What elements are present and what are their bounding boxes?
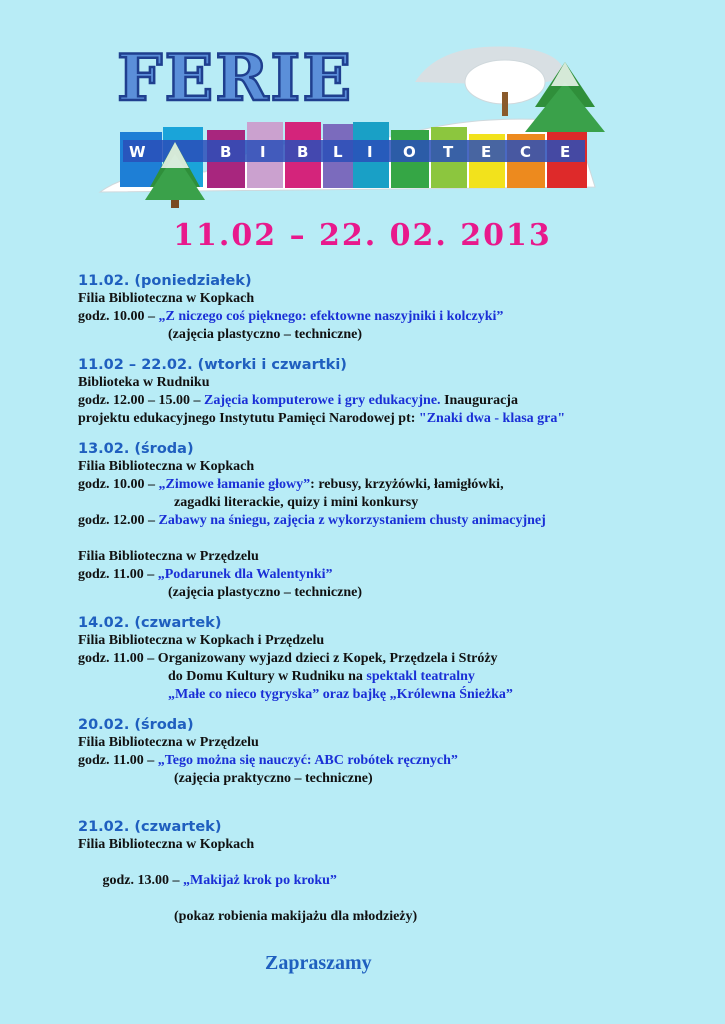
event-block (78, 356, 698, 428)
event-block (78, 272, 698, 344)
event-time-line (78, 650, 698, 668)
subtitle-letter: B (220, 143, 232, 161)
event-time: godz. 10.00 – (78, 477, 159, 492)
event-time: godz. 11.00 – (78, 753, 158, 768)
event-note: (zajęcia praktyczno – techniczne) (174, 771, 373, 786)
event-time-line (78, 566, 698, 584)
event-time: godz. 13.00 – (99, 873, 183, 888)
event-text: Inauguracja (440, 393, 518, 408)
subtitle-letter: T (443, 143, 454, 161)
event-time-line (78, 512, 698, 530)
event-time-line (78, 392, 698, 410)
event-time-line (78, 752, 698, 770)
event-text: do Domu Kultury w Rudniku na (168, 669, 367, 684)
event-block (78, 440, 698, 530)
letters-band (123, 140, 585, 162)
event-day: 11.02. (poniedziałek) (78, 273, 252, 289)
event-title: Zabawy na śniegu, zajęcia z wykorzystaniem chusty animacyjnej (158, 513, 546, 528)
event-place: Filia Biblioteczna w Kopkach (78, 837, 255, 852)
event-note: (zajęcia plastyczno – techniczne) (168, 327, 362, 342)
event-block (78, 716, 698, 788)
event-title: „Makijaż krok po kroku” (183, 873, 337, 888)
subtitle-letter: E (560, 143, 571, 161)
event-place: Filia Biblioteczna w Kopkach (78, 459, 255, 474)
event-block (78, 548, 698, 602)
subtitle-letter: L (333, 143, 343, 161)
event-note: (pokaz robienia makijażu dla młodzieży) (174, 909, 418, 924)
subtitle-letter: C (520, 143, 532, 161)
event-block (78, 614, 698, 704)
event-title: „Zimowe łamanie głowy” (158, 477, 311, 492)
event-place: Filia Biblioteczna w Przędzelu (78, 549, 259, 564)
event-line2 (78, 668, 698, 686)
event-day: 11.02 – 22.02. (wtorki i czwartki) (78, 357, 347, 373)
event-time-line (78, 476, 698, 494)
event-time: godz. 11.00 – (78, 567, 158, 582)
event-time: godz. 11.00 – (78, 651, 158, 666)
event-block (78, 818, 698, 926)
event-day: 14.02. (czwartek) (78, 615, 222, 631)
event-title: „Z niczego coś pięknego: efektowne naszyjniki i kolczyki” (158, 309, 504, 324)
event-title: spektakl teatralny (366, 669, 475, 684)
subtitle-letter: B (297, 143, 309, 161)
ferie-logo (95, 22, 640, 212)
event-time: godz. 12.00 – (78, 513, 159, 528)
event-place: Filia Biblioteczna w Przędzelu (78, 735, 259, 750)
event-note: (zajęcia plastyczno – techniczne) (168, 585, 362, 600)
bare-tree-icon (465, 60, 545, 116)
event-place: Filia Biblioteczna w Kopkach i Przędzelu (78, 633, 325, 648)
event-place: Filia Biblioteczna w Kopkach (78, 291, 255, 306)
schedule (78, 272, 698, 926)
date-range: 11.02 – 22. 02. 2013 (173, 218, 552, 253)
event-text: : rebusy, krzyżówki, łamigłówki, (310, 477, 504, 492)
event-text: projektu edukacyjnego Instytutu Pamięci Narodowej pt: (78, 411, 419, 426)
event-time: godz. 12.00 – 15.00 – (78, 393, 204, 408)
event-line2 (78, 410, 698, 428)
event-line3: „Małe co nieco tygryska” oraz bajkę „Królewna Śnieżka” (168, 687, 513, 702)
ferie-title: FERIE (117, 41, 354, 116)
event-day: 20.02. (środa) (78, 717, 194, 733)
invitation-text: Zapraszamy (265, 952, 372, 974)
subtitle-letter: E (481, 143, 492, 161)
event-time-line (78, 308, 698, 326)
event-title: „Podarunek dla Walentynki” (157, 567, 333, 582)
event-title: Zajęcia komputerowe i gry edukacyjne. (204, 393, 441, 408)
event-time: godz. 10.00 – (78, 309, 159, 324)
event-text: Organizowany wyjazd dzieci z Kopek, Przędzela i Stróży (157, 651, 498, 666)
event-line2: zagadki literackie, quizy i mini konkursy (174, 495, 419, 510)
event-title: „Tego można się nauczyć: ABC robótek ręcznych” (157, 753, 458, 768)
event-time-line (78, 854, 698, 908)
subtitle-letter: W (129, 143, 146, 161)
event-title: "Znaki dwa - klasa gra" (418, 411, 566, 426)
event-day: 13.02. (środa) (78, 441, 194, 457)
event-day: 21.02. (czwartek) (78, 819, 222, 835)
subtitle-letter: I (367, 143, 373, 161)
subtitle-letter: I (260, 143, 266, 161)
subtitle-letter: O (403, 143, 416, 161)
event-place: Biblioteka w Rudniku (78, 375, 210, 390)
